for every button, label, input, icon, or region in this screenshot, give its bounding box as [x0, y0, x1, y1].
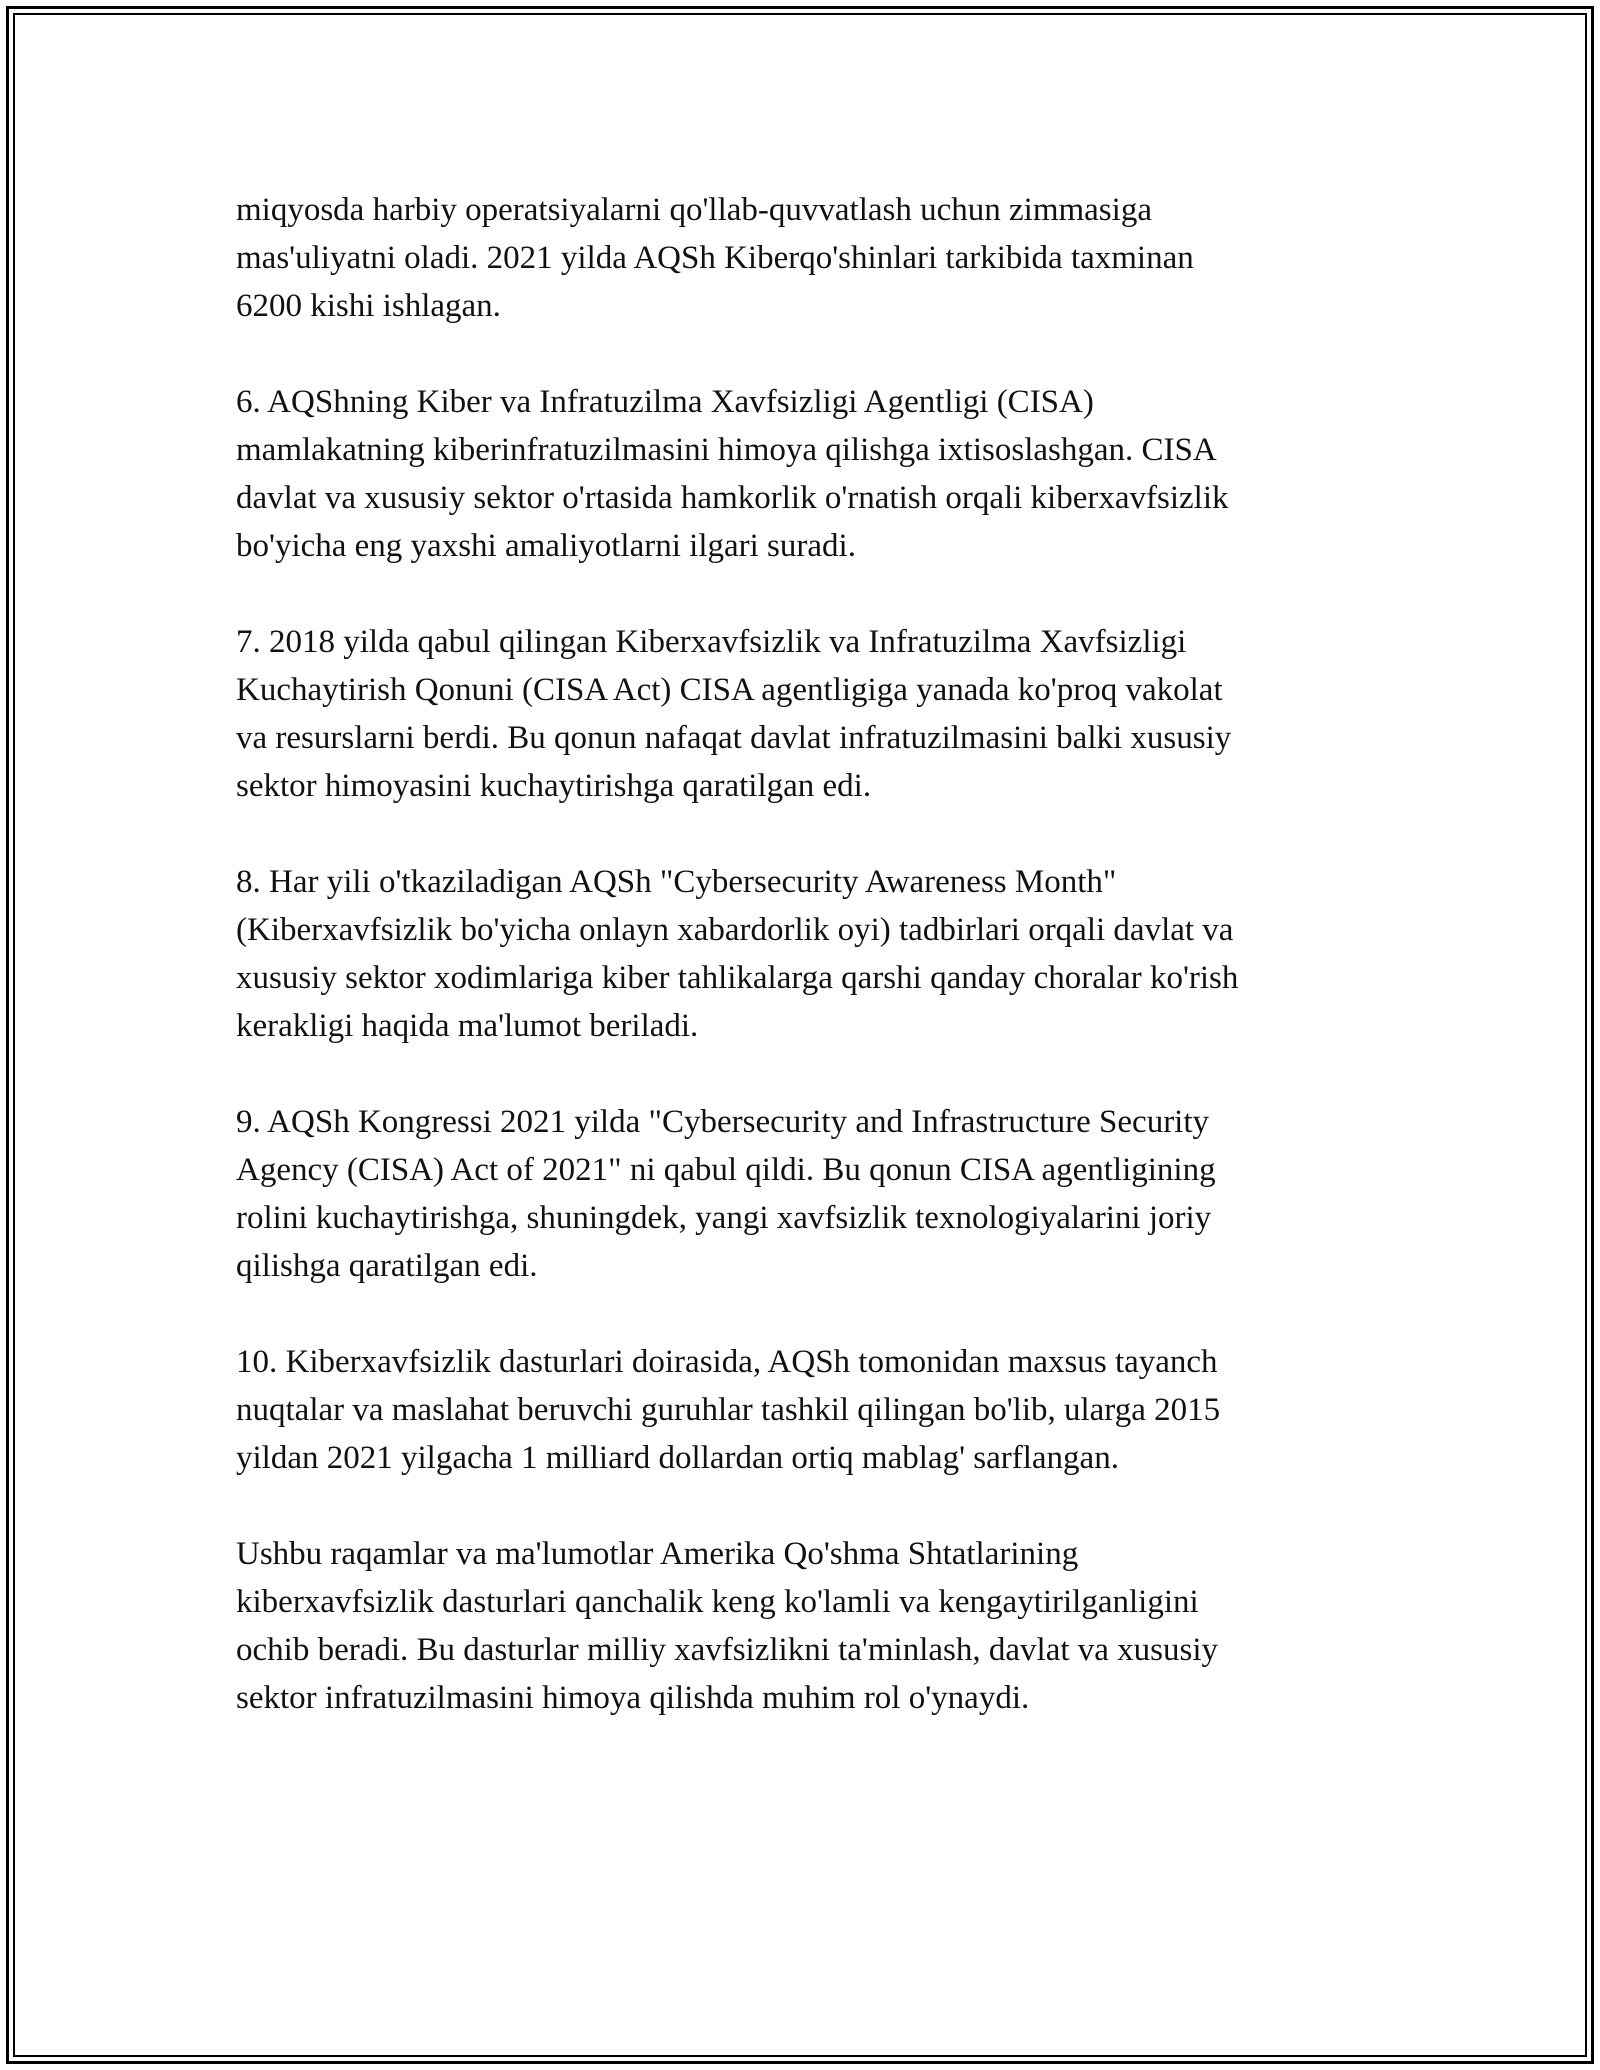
text-line: nuqtalar va maslahat beruvchi guruhlar tashkil qilingan bo'lib, ularga 2015: [236, 1392, 1221, 1428]
text-line: 6. AQShning Kiber va Infratuzilma Xavfsizligi Agentligi (CISA): [236, 384, 1094, 420]
paragraph-item-10: [236, 1338, 1364, 1482]
text-line: sektor himoyasini kuchaytirishga qaratilgan edi.: [236, 768, 872, 804]
text-line: davlat va xususiy sektor o'rtasida hamkorlik o'rnatish orqali kiberxavfsizlik: [236, 480, 1229, 516]
paragraph-item-9: [236, 1098, 1364, 1290]
paragraph-item-6: [236, 378, 1364, 570]
text-line: kiberxavfsizlik dasturlari qanchalik keng ko'lamli va kengaytirilganligini: [236, 1584, 1199, 1620]
text-line: (Kiberxavfsizlik bo'yicha onlayn xabardorlik oyi) tadbirlari orqali davlat va: [236, 912, 1234, 948]
text-line: rolini kuchaytirishga, shuningdek, yangi xavfsizlik texnologiyalarini joriy: [236, 1200, 1212, 1236]
text-line: va resurslarni berdi. Bu qonun nafaqat davlat infratuzilmasini balki xususiy: [236, 720, 1232, 756]
text-line: 7. 2018 yilda qabul qilingan Kiberxavfsizlik va Infratuzilma Xavfsizligi: [236, 624, 1187, 660]
paragraph-item-8: [236, 858, 1364, 1050]
text-line: Agency (CISA) Act of 2021" ni qabul qildi. Bu qonun CISA agentligining: [236, 1152, 1216, 1188]
text-line: sektor infratuzilmasini himoya qilishda muhim rol o'ynaydi.: [236, 1680, 1030, 1716]
text-line: ochib beradi. Bu dasturlar milliy xavfsizlikni ta'minlash, davlat va xususiy: [236, 1632, 1219, 1668]
text-line: Kuchaytirish Qonuni (CISA Act) CISA agentligiga yanada ko'proq vakolat: [236, 672, 1223, 708]
paragraph-continuation: [236, 186, 1364, 330]
text-line: 6200 kishi ishlagan.: [236, 288, 501, 324]
text-line: bo'yicha eng yaxshi amaliyotlarni ilgari suradi.: [236, 528, 856, 564]
text-line: mamlakatning kiberinfratuzilmasini himoya qilishga ixtisoslashgan. CISA: [236, 432, 1217, 468]
text-line: Ushbu raqamlar va ma'lumotlar Amerika Qo'shma Shtatlarining: [236, 1536, 1079, 1572]
text-line: miqyosda harbiy operatsiyalarni qo'llab-quvvatlash uchun zimmasiga: [236, 192, 1152, 228]
text-line: qilishga qaratilgan edi.: [236, 1248, 538, 1284]
paragraph-conclusion: [236, 1530, 1364, 1722]
text-line: 10. Kiberxavfsizlik dasturlari doirasida, AQSh tomonidan maxsus tayanch: [236, 1344, 1218, 1380]
paragraph-item-7: [236, 618, 1364, 810]
text-line: yildan 2021 yilgacha 1 milliard dollardan ortiq mablag' sarflangan.: [236, 1440, 1119, 1476]
document-body: [236, 186, 1364, 1770]
text-line: 8. Har yili o'tkaziladigan AQSh "Cybersecurity Awareness Month": [236, 864, 1117, 900]
text-line: 9. AQSh Kongressi 2021 yilda "Cybersecurity and Infrastructure Security: [236, 1104, 1210, 1140]
text-line: mas'uliyatni oladi. 2021 yilda AQSh Kiberqo'shinlari tarkibida taxminan: [236, 240, 1194, 276]
text-line: kerakligi haqida ma'lumot beriladi.: [236, 1008, 699, 1044]
text-line: xususiy sektor xodimlariga kiber tahlikalarga qarshi qanday choralar ko'rish: [236, 960, 1239, 996]
